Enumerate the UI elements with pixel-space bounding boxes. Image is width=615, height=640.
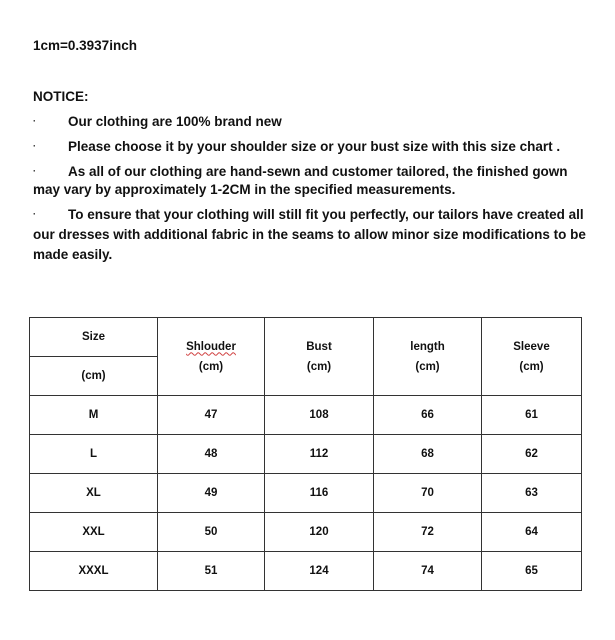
header-size-unit: (cm) (30, 357, 158, 396)
cell-length: 68 (374, 435, 482, 474)
cell-size: XXXL (30, 552, 158, 591)
table-row (30, 435, 582, 474)
table-row (30, 513, 582, 552)
cell-shoulder: 47 (158, 396, 265, 435)
header-sleeve (482, 318, 582, 396)
cell-size: M (30, 396, 158, 435)
cell-sleeve: 63 (482, 474, 582, 513)
cell-sleeve: 62 (482, 435, 582, 474)
cell-sleeve: 64 (482, 513, 582, 552)
cell-length: 70 (374, 474, 482, 513)
table-row (30, 474, 582, 513)
header-bust-label: Bust (306, 340, 332, 353)
notice-line-2: Please choose it by your shoulder size or your bust size with this size chart . (68, 139, 561, 154)
notice-line-4c: made easily. (33, 247, 113, 262)
notice-line-4b: our dresses with additional fabric in the seams to allow minor size modifications to be (33, 227, 586, 242)
cell-sleeve: 65 (482, 552, 582, 591)
header-size: Size (30, 318, 158, 357)
bullet: · (33, 141, 36, 151)
cell-bust: 116 (265, 474, 374, 513)
header-length-unit: (cm) (415, 360, 440, 373)
bullet: · (33, 116, 36, 126)
cell-length: 74 (374, 552, 482, 591)
cell-length: 72 (374, 513, 482, 552)
cell-length: 66 (374, 396, 482, 435)
cell-bust: 108 (265, 396, 374, 435)
table-row (30, 552, 582, 591)
cell-size: XXL (30, 513, 158, 552)
header-length (374, 318, 482, 396)
unit-conversion: 1cm=0.3937inch (33, 38, 137, 53)
header-shoulder (158, 318, 265, 396)
notice-line-4a: To ensure that your clothing will still fit you perfectly, our tailors have created all (68, 207, 584, 222)
cell-bust: 120 (265, 513, 374, 552)
header-shoulder-unit: (cm) (198, 360, 224, 373)
header-shoulder-label: Shlouder (186, 340, 236, 353)
header-sleeve-label: Sleeve (513, 340, 550, 353)
cell-size: L (30, 435, 158, 474)
header-bust-unit: (cm) (306, 360, 332, 373)
cell-bust: 124 (265, 552, 374, 591)
cell-bust: 112 (265, 435, 374, 474)
notice-line-3a: As all of our clothing are hand-sewn and customer tailored, the finished gown (68, 164, 568, 179)
bullet: · (33, 166, 36, 176)
size-chart-table (29, 317, 582, 591)
cell-shoulder: 51 (158, 552, 265, 591)
header-sleeve-unit: (cm) (519, 360, 544, 373)
cell-shoulder: 48 (158, 435, 265, 474)
bullet: · (33, 209, 36, 219)
cell-shoulder: 49 (158, 474, 265, 513)
table-row (30, 396, 582, 435)
cell-sleeve: 61 (482, 396, 582, 435)
header-bust (265, 318, 374, 396)
cell-size: XL (30, 474, 158, 513)
notice-line-3b: may vary by approximately 1-2CM in the specified measurements. (33, 182, 456, 197)
cell-shoulder: 50 (158, 513, 265, 552)
notice-title: NOTICE: (33, 89, 89, 104)
notice-line-1: Our clothing are 100% brand new (68, 114, 282, 129)
header-length-label: length (410, 340, 445, 353)
